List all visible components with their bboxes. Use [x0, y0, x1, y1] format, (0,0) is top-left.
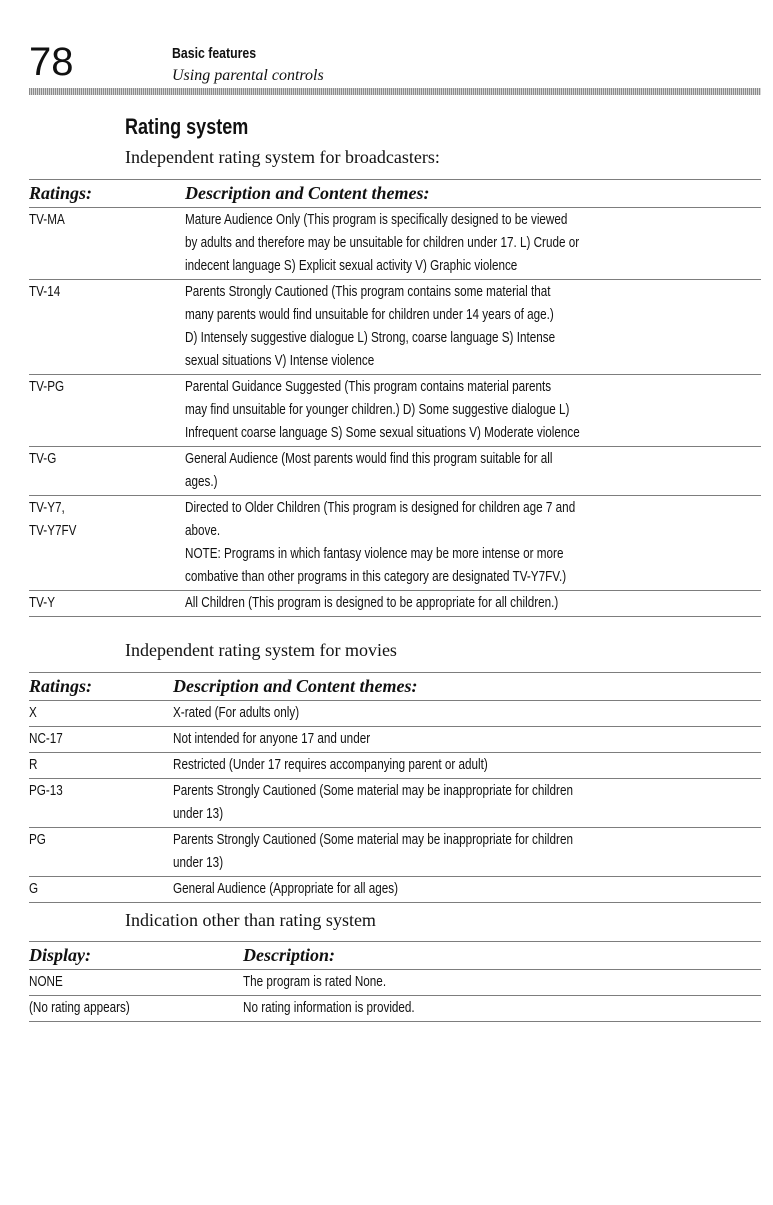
rating-code: PG — [29, 831, 46, 848]
rating-cell — [29, 280, 60, 303]
table-row — [29, 779, 761, 828]
description-line: may find unsuitable for younger children.) D) Some suggestive dialogue L) — [185, 401, 570, 418]
rating-code: TV-Y — [29, 594, 56, 611]
chapter-title: Basic features — [172, 45, 257, 62]
description-line: Infrequent coarse language S) Some sexual situations V) Moderate violence — [185, 424, 580, 441]
description-line: NOTE: Programs in which fantasy violence may be more intense or more — [185, 545, 564, 562]
description-line: General Audience (Most parents would find this program suitable for all — [185, 450, 553, 467]
rating-code: G — [29, 880, 39, 897]
rating-code: X — [29, 704, 37, 721]
rating-cell — [29, 447, 56, 470]
description-cell — [173, 701, 632, 724]
rating-cell — [29, 779, 63, 802]
description-cell — [173, 753, 632, 776]
description-cell — [185, 447, 634, 493]
table-row — [29, 996, 761, 1022]
description-line: by adults and therefore may be unsuitable for children under 17. L) Crude or — [185, 234, 580, 251]
table-row — [29, 970, 761, 996]
rating-code: R — [29, 756, 38, 773]
rating-code: TV-14 — [29, 283, 61, 300]
description-line: X-rated (For adults only) — [173, 704, 300, 721]
description-line: Parents Strongly Cautioned (Some material may be inappropriate for children — [173, 782, 573, 799]
description-cell — [173, 877, 632, 900]
header-rule — [29, 88, 761, 95]
description-line: Parents Strongly Cautioned (Some material may be inappropriate for children — [173, 831, 573, 848]
table-row — [29, 701, 761, 727]
display-cell: (No rating appears) — [29, 999, 130, 1016]
col-header-description: Description: — [243, 945, 335, 965]
description-line: Mature Audience Only (This program is specifically designed to be viewed — [185, 211, 568, 228]
description-line: D) Intensely suggestive dialogue L) Strong, coarse language S) Intense — [185, 329, 556, 346]
description-cell — [173, 779, 632, 825]
table-row — [29, 496, 761, 591]
table-row — [29, 828, 761, 877]
table-row — [29, 753, 761, 779]
description-cell — [185, 375, 634, 444]
description-cell — [185, 280, 634, 372]
table-row — [29, 727, 761, 753]
description-line: many parents would find unsuitable for children under 14 years of age.) — [185, 306, 554, 323]
rating-cell — [29, 375, 64, 398]
table-header — [29, 179, 761, 208]
rating-code: TV-Y7, — [29, 499, 65, 516]
rating-code: TV-Y7FV — [29, 522, 77, 539]
table-row — [29, 447, 761, 496]
col-header-ratings: Ratings: — [29, 676, 93, 696]
table-row — [29, 208, 761, 280]
page-number: 78 — [29, 40, 74, 84]
rating-cell — [29, 591, 55, 614]
description-line: Directed to Older Children (This program is designed for children age 7 and — [185, 499, 576, 516]
other-intro: Indication other than rating system — [125, 910, 376, 930]
display-cell: NONE — [29, 973, 63, 990]
description-line: General Audience (Appropriate for all ages) — [173, 880, 399, 897]
description-cell — [173, 727, 632, 750]
table-row — [29, 877, 761, 903]
col-header-ratings: Ratings: — [29, 183, 93, 203]
description-line: combative than other programs in this category are designated TV-Y7FV.) — [185, 568, 567, 585]
col-header-description: Description and Content themes: — [185, 183, 430, 203]
description-line: Not intended for anyone 17 and under — [173, 730, 371, 747]
description-cell — [185, 496, 634, 588]
rating-cell — [29, 208, 65, 231]
rating-code: NC-17 — [29, 730, 63, 747]
description-cell — [185, 208, 634, 277]
table-row — [29, 375, 761, 447]
table-body — [29, 970, 761, 1022]
table-header — [29, 672, 761, 701]
rating-cell — [29, 753, 37, 776]
table-row — [29, 280, 761, 375]
table-body — [29, 208, 761, 617]
section-subtitle: Using parental controls — [172, 67, 324, 84]
description-line: indecent language S) Explicit sexual activity V) Graphic violence — [185, 257, 518, 274]
table-row — [29, 591, 761, 617]
table-header — [29, 941, 761, 970]
rating-cell — [29, 701, 37, 724]
description-line: Restricted (Under 17 requires accompanying parent or adult) — [173, 756, 488, 773]
description-cell — [173, 828, 632, 874]
description-line: Parents Strongly Cautioned (This program contains some material that — [185, 283, 551, 300]
section-heading: Rating system — [125, 114, 249, 139]
rating-code: PG-13 — [29, 782, 63, 799]
description-line: All Children (This program is designed to be appropriate for all children.) — [185, 594, 559, 611]
movie-ratings-table — [29, 672, 761, 903]
description-line: under 13) — [173, 805, 224, 822]
rating-cell — [29, 496, 76, 542]
rating-code: TV-G — [29, 450, 57, 467]
description-cell: The program is rated None. — [243, 973, 387, 990]
rating-cell — [29, 828, 46, 851]
broadcast-ratings-table — [29, 179, 761, 617]
table-body — [29, 701, 761, 903]
movies-intro: Independent rating system for movies — [125, 640, 397, 660]
broadcast-intro: Independent rating system for broadcasters: — [125, 147, 440, 167]
rating-code: TV-MA — [29, 211, 65, 228]
description-line: sexual situations V) Intense violence — [185, 352, 375, 369]
description-line: above. — [185, 522, 221, 539]
col-header-display: Display: — [29, 945, 91, 965]
description-line: Parental Guidance Suggested (This program contains material parents — [185, 378, 552, 395]
description-line: ages.) — [185, 473, 218, 490]
description-cell — [185, 591, 634, 614]
rating-cell — [29, 877, 38, 900]
description-cell: No rating information is provided. — [243, 999, 415, 1016]
col-header-description: Description and Content themes: — [173, 676, 418, 696]
rating-cell — [29, 727, 63, 750]
rating-code: TV-PG — [29, 378, 65, 395]
other-indication-table — [29, 941, 761, 1022]
description-line: under 13) — [173, 854, 224, 871]
